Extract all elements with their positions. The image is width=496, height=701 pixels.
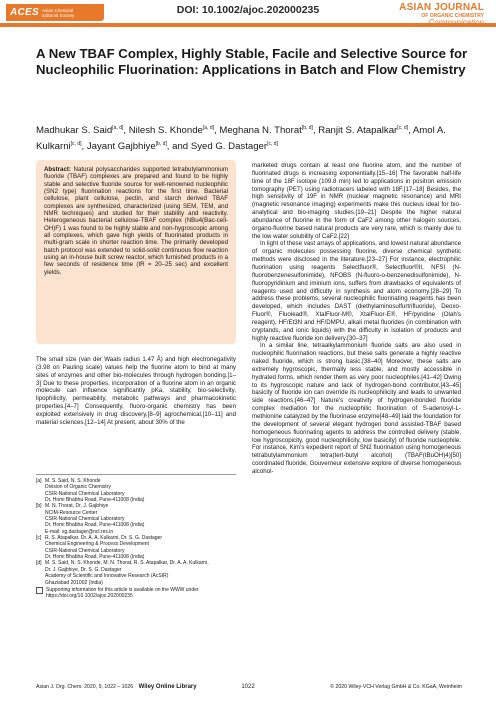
affil-tag: [b]: [36, 503, 42, 510]
author-affil: [c, d]: [70, 140, 82, 147]
author-name[interactable]: Amol A. Kulkarni: [36, 125, 446, 152]
author-name[interactable]: Meghana N. Thorat: [219, 125, 302, 137]
affiliation-d: [36, 560, 236, 585]
affil-line: Chemical Engineering & Process Development: [45, 541, 149, 548]
author-name[interactable]: Nilesh S. Khonde: [128, 125, 203, 137]
logo-sub-text: Asian Chemical Editorial Society: [41, 7, 75, 18]
affil-line: R. S. Atapalkar, Dr. A. A. Kulkarni, Dr. S. G. Dastager: [45, 535, 162, 542]
author-name[interactable]: Madhukar S. Said: [36, 125, 113, 137]
affil-line: CSIR-National Chemical Laboratory: [45, 547, 125, 554]
body-column-left: [36, 356, 236, 427]
logo-main-text: ACES: [10, 7, 39, 18]
abstract-box: [36, 160, 236, 344]
abstract-text: Natural polysaccharides supported tetrabutylammonium fluoride (TBAF) complexes are prepared and found to be highly stable and selective fluoride source for well-renowned nucleophilic (SN2 type) fluorination reactions for the first time. Bacterial cellulose, plant cellulose, pectin, and starch derived TBAF complexes are synthesized, characterized (using SEM, TEM, and NMR techniques) and studied for their stability and reactivity. Heterogeneous bacterial cellulose-TBAF complex (NBu4(Bac-cell-OH)F) 1 was found to be highly stable and non-hygroscopic among all complexes, which gave high yields of fluorinated products in multi-gram scale in shorter reaction time. The primarily developed batch protocol was extended to solid-solid continuous flow reaction using an in-house built screw reactor, which furnished products in a few seconds of residence time (tR = 20–25 sec) and excellent yields.: [44, 166, 228, 276]
author-affil: [a, d]: [112, 125, 124, 131]
author-name[interactable]: Ranjit S. Atapalkar: [318, 125, 398, 137]
author-conjunction: and: [172, 140, 189, 152]
affil-line: Dr. Homi Bhabha Road, Pune-411008 (India): [45, 522, 145, 529]
wiley-online-library-link[interactable]: Wiley Online Library: [138, 684, 197, 690]
affil-line: M. N. Thorat, Dr. J. Gajbhiye: [45, 503, 109, 510]
body-paragraph: In light of these vast arrays of applications, and lowest natural abundance of organic molecules possessing fluorine, diverse chemical synthetic methods were disclosed in the literature.[23–27] For instance, electrophilic fluorination using reagents Selectfluor®, Selectfluor®II, NFSI (N-fluorobenzenesulfonimide), NFOBS (N-fluoro-o-benzenedisulfonimide), N-fluoropyridinium and iminium ions, suffers from drawbacks of equivalents of reagents used and difficulty in synthesis and atom economy.[28–29] To address these problems, several nucleophilic fluorinating reagents has been developed, which includes DAST (diethylaminosulfurtrifluoride), Deoxo-Fluor®, Fluolead®, XtalFluor-M®, XtalFluor-E®, HF/pyridine (Olah's reagent), HF/Et3N and HF/DMPU, alkali metal fluorides (in combination with cryptands, and ionic liquids) with the difficulty in isolation of products and highly reactive fluoride ion delivery.[30–37]: [252, 240, 461, 342]
journal-header: [0, 0, 496, 36]
header-rule: [0, 23, 496, 27]
author-affil: [c, d]: [397, 125, 409, 131]
document-icon: [36, 587, 43, 594]
body-paragraph: In a similar line, tetraalkylammonium fluoride salts are also used in nucleophilic fluorination reactions, but these salts generate a highly reactive naked fluoride, which is strong basic.[38–40] Moreover, these salts are extremely hygroscopic, thermally less stable, and mostly accessible in hydrated forms, which render them as very poor nucleophiles.[41–42] Owing to its hygroscopic nature and lack of hydrogen-bond contributor,[43–45] basicity of fluoride ion can override its nucleophilicity and leads to unwanted side reactions.[46–47] Nature's creativity of hydrogen-bonded fluoride complex mediation for the nucleophilic fluorination of S-adenosyl-L-methionine catalyzed by the fluorinase enzyme[48–49] laid the foundation for the development of several elegant hydrogen bond assisted-TBAF based homogeneous fluorinating agents to address the controlled delivery (stable, low hygroscopicity, good nucleophilicity, low basicity) of fluoride nucleophile. For instance, Kim's expedient report of SN2 fluorination using homogeneous tetrabutylammonium tetra(tert-butyl alcohol) (TBAF(tBuOH)4)[50] coordinated fluoride, Gouverneur extensive explore of diverse homogeneous alcohol-: [252, 342, 461, 475]
affil-line: Ghaziabad 201002 (India): [45, 579, 103, 586]
affil-line: CSIR-National Chemical Laboratory: [45, 490, 125, 497]
author-list: Madhukar S. Said[a, d], Nilesh S. Khonde[a, d], Meghana N. Thorat[b, d], Ranjit S. Atapalkar[c, d], Amol A. Kulkarni[c, d], Jayant Gajbhiye[b, d], and Syed G. Dastager[c, d]: [36, 125, 446, 152]
affil-line: Academy of Scientific and Innovative Research (AcSIR): [45, 573, 169, 580]
doi-label[interactable]: DOI: 10.1002/ajoc.202000235: [176, 4, 320, 16]
affil-line: Dr. J. Gajbhiye, Dr. S. G. Dastager: [45, 566, 122, 573]
affiliation-a: [36, 478, 236, 503]
citation-text: Asian J. Org. Chem. 2020, 9, 1022 – 1026: [36, 684, 134, 690]
author-affil: [a, d]: [202, 125, 214, 131]
article-title: A New TBAF Complex, Highly Stable, Facile and Selective Source for Nucleophilic Fluorination: Applications in Batch and Flow Chemistry: [36, 46, 468, 77]
supporting-info: [36, 587, 236, 600]
affil-line: CSIR-National Chemical Laboratory: [45, 516, 125, 523]
affil-tag: [a]: [36, 478, 42, 484]
supporting-info-text[interactable]: Supporting information for this article is available on the WWW under https://doi.org/10.1002/ajoc.202000235: [46, 586, 199, 600]
affil-tag: [c]: [36, 535, 42, 542]
abstract-label: Abstract:: [44, 166, 71, 173]
affil-line: NCIM-Resource Center: [45, 509, 98, 516]
body-paragraph: The small size (van der Waals radius 1.47 Å) and high electronegativity (3.98 on Pauling scale) values help the fluorine atom to bind at many sites of enzymes and other bio-molecules through hydrogen bonding.[1–3] Due to these properties, incorporation of a fluorine atom in an organic molecule can influence significantly pKa, stability, bio-selectivity, lipophilicity, permeability, metabolic pathways and pharmacokinetic properties.[4–7] Consequently, fluoro-organic chemistry has been exploited extensively in drug discovery,[8–9] agrochemical,[10–11] and material sciences.[12–14] At present, about 30% of the: [36, 356, 236, 426]
author-affil: [c, d]: [267, 140, 278, 147]
page-number: 1022: [241, 684, 255, 690]
affil-email[interactable]: E-mail: sg.dastager@ncl.res.in: [45, 528, 114, 535]
affiliation-b: [36, 503, 236, 535]
journal-subname: OF ORGANIC CHEMISTRY: [421, 13, 484, 19]
author-name[interactable]: Syed G. Dastager: [190, 140, 268, 152]
body-paragraph: marketed drugs contain at least one fluorine atom, and the number of fluorinated drugs is increasing exponentially.[15–16] The favorable half-life time of the 18F isotope (109.8 min) led to applications in positron emission tomography (PET) using radiotracers labeled with 18F.[17–18] Besides, the high sensitivity of 19F in NMR (nuclear magnetic resonance) and MRI (magnetic resonance imaging) experiments make this nucleus ideal for bio-analytical and bio-imaging studies.[19–21] Despite the higher natural abundance of fluorine in the form of CaF2 among other halogen sources, organo-fluorine based natural products are very rare, which is mainly due to the low water solubility of CaF2.[22]: [252, 162, 461, 240]
affil-line: M. S. Said, N. S. Khonde: [45, 478, 101, 484]
affil-line: Division of Organic Chemistry: [45, 484, 111, 491]
author-name[interactable]: Jayant Gajbhiye: [86, 140, 156, 152]
affiliation-c: [36, 535, 236, 560]
author-affil: [b, d]: [155, 140, 167, 147]
affiliations: [36, 474, 236, 600]
journal-name: ASIAN JOURNAL: [399, 2, 484, 13]
author-affil: [b, d]: [301, 125, 313, 131]
affil-line: Dr. Homi Bhabha Road, Pune-411008 (India): [45, 497, 145, 504]
page-footer: [0, 684, 496, 694]
affil-tag: [d]: [36, 560, 42, 567]
copyright-text: © 2020 Wiley-VCH Verlag GmbH & Co. KGaA, Weinheim: [330, 684, 462, 690]
affil-line: Dr. Homi Bhabha Road, Pune-411008 (India): [45, 554, 145, 561]
body-column-right: [252, 162, 461, 476]
affil-line: M. S. Said, N. S. Khonde, M. N. Thorat, R. S. Atapalkar, Dr. A. A. Kulkarni,: [45, 560, 209, 567]
